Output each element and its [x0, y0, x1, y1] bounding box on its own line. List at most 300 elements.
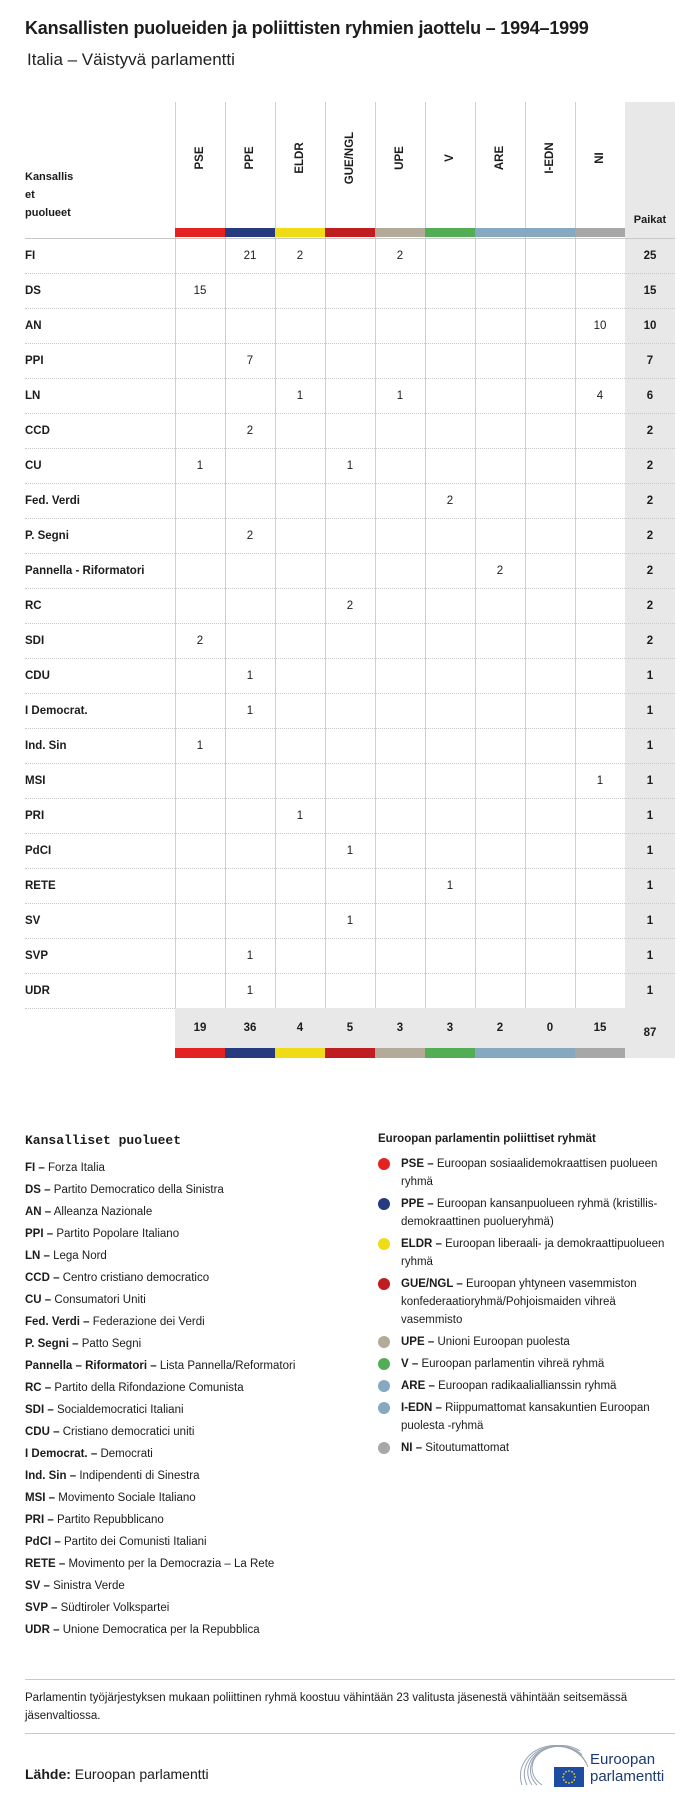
seat-cell [225, 869, 275, 904]
seat-cell [525, 554, 575, 589]
table-row [25, 834, 675, 869]
seat-cell [275, 484, 325, 519]
group-column-label: V [444, 154, 456, 162]
party-name: Pannella - Riformatori [25, 565, 145, 577]
group-color-stripe [475, 228, 525, 237]
row-total: 2 [646, 425, 654, 437]
seat-cell [325, 624, 375, 659]
seat-cell [575, 274, 625, 309]
seat-cell: 2 [346, 600, 354, 612]
party-name: AN [25, 320, 42, 332]
seat-cell: 2 [246, 425, 254, 437]
seat-cell [275, 974, 325, 1009]
seat-cell [425, 344, 475, 379]
table-row [25, 484, 675, 519]
group-legend-item [378, 1155, 678, 1191]
seat-cell [425, 519, 475, 554]
group-column-header [425, 102, 475, 228]
table-row [25, 904, 675, 939]
group-column-label: GUE/NGL [344, 131, 356, 185]
seat-cell [325, 939, 375, 974]
table-row [25, 309, 675, 344]
seat-cell [575, 834, 625, 869]
party-full-name: Partito della Rifondazione Comunista [54, 1382, 244, 1394]
group-legend-item [378, 1195, 678, 1231]
seat-cell [475, 869, 525, 904]
group-total: 4 [296, 1022, 304, 1034]
color-dot-icon [378, 1198, 390, 1210]
row-total: 1 [646, 985, 654, 997]
logo-wordmark [590, 1751, 664, 1785]
seat-cell [325, 274, 375, 309]
seat-cell [425, 624, 475, 659]
group-column-label: PSE [194, 146, 206, 170]
legend-item [25, 1355, 355, 1377]
party-full-name: Partito Popolare Italiano [56, 1228, 180, 1240]
seat-cell [275, 869, 325, 904]
group-legend-item [378, 1235, 678, 1271]
group-legend-item [378, 1377, 678, 1395]
group-abbreviation: UPE – [401, 1336, 435, 1348]
seat-cell [575, 869, 625, 904]
group-column-header [525, 102, 575, 228]
party-abbreviation: CU – [25, 1294, 52, 1306]
party-abbreviation: CCD – [25, 1272, 60, 1284]
row-total: 1 [646, 915, 654, 927]
seat-cell: 10 [593, 320, 607, 332]
party-abbreviation: PdCI – [25, 1536, 61, 1548]
logo-line: Euroopan [590, 1751, 656, 1768]
seat-cell [475, 904, 525, 939]
party-name: DS [25, 285, 41, 297]
party-name: CDU [25, 670, 50, 682]
row-total: 1 [646, 705, 654, 717]
table-row [25, 729, 675, 764]
seat-cell [225, 449, 275, 484]
seat-cell [575, 239, 625, 274]
seat-cell [525, 694, 575, 729]
seat-cell [575, 449, 625, 484]
group-abbreviation: NI – [401, 1442, 423, 1454]
seat-cell: 1 [446, 880, 454, 892]
seat-cell [325, 799, 375, 834]
table-row [25, 239, 675, 274]
seat-cell [225, 799, 275, 834]
total-header: Paikat [633, 214, 667, 226]
seat-cell [325, 309, 375, 344]
row-total: 15 [643, 285, 657, 297]
legend-item [25, 1377, 355, 1399]
legend-item [25, 1311, 355, 1333]
party-name: RC [25, 600, 42, 612]
group-full-name: Euroopan parlamentin vihreä ryhmä [421, 1358, 605, 1370]
table-row [25, 939, 675, 974]
seat-cell [225, 589, 275, 624]
legend-item [25, 1179, 355, 1201]
row-header-label [25, 168, 105, 222]
seat-cell [475, 624, 525, 659]
seat-cell: 4 [596, 390, 604, 402]
seat-cell: 1 [246, 985, 254, 997]
seat-cell [275, 764, 325, 799]
seat-cell [525, 799, 575, 834]
party-abbreviation: Ind. Sin – [25, 1470, 77, 1482]
seat-cell [175, 939, 225, 974]
seat-cell [525, 834, 575, 869]
color-dot-icon [378, 1442, 390, 1454]
seat-cell: 2 [246, 530, 254, 542]
seat-cell [425, 974, 475, 1009]
legend-item [25, 1575, 355, 1597]
party-full-name: Partito Democratico della Sinistra [53, 1184, 224, 1196]
color-dot-icon [378, 1158, 390, 1170]
seat-cell [175, 764, 225, 799]
seat-cell [225, 729, 275, 764]
group-abbreviation: I-EDN – [401, 1402, 442, 1414]
party-abbreviation: I Democrat. – [25, 1448, 98, 1460]
group-full-name: Euroopan kansanpuolueen ryhmä (kristillis-demokraattinen puolueryhmä) [401, 1198, 658, 1228]
political-groups-legend [378, 1133, 678, 1461]
row-total: 1 [646, 810, 654, 822]
group-color-stripe [325, 1048, 375, 1058]
group-total: 0 [546, 1022, 554, 1034]
national-legend-heading: Kansalliset puolueet [25, 1133, 182, 1148]
party-abbreviation: RETE – [25, 1558, 66, 1570]
party-abbreviation: SDI – [25, 1404, 54, 1416]
row-total: 2 [646, 495, 654, 507]
legend-item [25, 1201, 355, 1223]
seat-cell [425, 309, 475, 344]
seat-cell [575, 799, 625, 834]
group-column-label: PPE [244, 146, 256, 170]
group-total: 15 [593, 1022, 607, 1034]
party-full-name: Unione Democratica per la Repubblica [62, 1624, 260, 1636]
seat-cell: 2 [446, 495, 454, 507]
seat-cell [375, 694, 425, 729]
group-total: 3 [396, 1022, 404, 1034]
party-name: SV [25, 915, 41, 927]
row-header-line: Kansallis [25, 171, 74, 183]
seat-cell [475, 589, 525, 624]
seat-cell [475, 309, 525, 344]
table-row [25, 379, 675, 414]
flag-star-icon [565, 1781, 567, 1783]
seat-cell: 1 [296, 810, 304, 822]
seat-cell [575, 589, 625, 624]
seat-cell [475, 484, 525, 519]
party-name: FI [25, 250, 36, 262]
seat-cell [325, 519, 375, 554]
seat-cell [425, 239, 475, 274]
seat-cell: 1 [596, 775, 604, 787]
seat-cell [325, 414, 375, 449]
flag-star-icon [573, 1773, 575, 1775]
party-name: SDI [25, 635, 45, 647]
party-abbreviation: Fed. Verdi – [25, 1316, 90, 1328]
legend-item [25, 1443, 355, 1465]
legend-item [25, 1421, 355, 1443]
row-header-line: et [25, 189, 35, 201]
flag-star-icon [571, 1771, 573, 1773]
seat-cell: 1 [246, 705, 254, 717]
party-name: CCD [25, 425, 50, 437]
party-full-name: Federazione dei Verdi [92, 1316, 205, 1328]
party-full-name: Partito Repubblicano [56, 1514, 164, 1526]
legend-item [25, 1399, 355, 1421]
group-color-stripe [575, 228, 625, 237]
group-color-stripe [375, 228, 425, 237]
seat-cell [175, 589, 225, 624]
group-column-header [475, 102, 525, 228]
seat-cell [475, 344, 525, 379]
group-total: 19 [193, 1022, 207, 1034]
seat-cell [375, 974, 425, 1009]
row-total: 2 [646, 530, 654, 542]
seat-cell [425, 449, 475, 484]
group-abbreviation: PSE – [401, 1158, 434, 1170]
seat-cell [575, 484, 625, 519]
seat-cell [575, 904, 625, 939]
table-row [25, 624, 675, 659]
flag-star-icon [562, 1776, 564, 1778]
seat-cell [375, 519, 425, 554]
group-color-stripe [525, 228, 575, 237]
seat-cell [375, 274, 425, 309]
party-name: I Democrat. [25, 705, 88, 717]
color-dot-icon [378, 1278, 390, 1290]
party-abbreviation: P. Segni – [25, 1338, 79, 1350]
seat-cell [275, 554, 325, 589]
seat-cell [325, 869, 375, 904]
group-total: 2 [496, 1022, 504, 1034]
group-total: 3 [446, 1022, 454, 1034]
party-full-name: Democrati [100, 1448, 153, 1460]
party-full-name: Südtiroler Volkspartei [60, 1602, 170, 1614]
seat-cell [175, 694, 225, 729]
table-row [25, 519, 675, 554]
seat-cell [275, 414, 325, 449]
party-abbreviation: Pannella – Riformatori – [25, 1360, 157, 1372]
party-name: UDR [25, 985, 50, 997]
seat-cell: 1 [346, 845, 354, 857]
row-total: 10 [643, 320, 657, 332]
table-row [25, 344, 675, 379]
party-name: CU [25, 460, 42, 472]
seat-cell [325, 554, 375, 589]
party-full-name: Forza Italia [48, 1162, 105, 1174]
seat-cell [175, 379, 225, 414]
group-full-name: Euroopan liberaali- ja demokraattipuolueen ryhmä [401, 1238, 665, 1268]
group-legend-item [378, 1399, 678, 1435]
logo-line: parlamentti [590, 1768, 665, 1785]
seat-cell: 1 [396, 390, 404, 402]
page-title: Kansallisten puolueiden ja poliittisten ryhmien jaottelu – 1994–1999 [25, 18, 589, 38]
group-color-stripe [425, 1048, 475, 1058]
seat-cell [225, 764, 275, 799]
seat-cell [425, 554, 475, 589]
group-full-name: Unioni Euroopan puolesta [437, 1336, 570, 1348]
group-column-header [325, 102, 375, 228]
seat-cell [325, 694, 375, 729]
seat-cell [525, 904, 575, 939]
party-full-name: Alleanza Nazionale [53, 1206, 153, 1218]
eu-flag-icon [554, 1767, 584, 1787]
party-name: P. Segni [25, 530, 69, 542]
group-legend-item [378, 1439, 678, 1457]
group-total: 5 [346, 1022, 354, 1034]
seat-cell [525, 729, 575, 764]
row-header-line: puolueet [25, 207, 71, 219]
legend-item [25, 1465, 355, 1487]
color-dot-icon [378, 1336, 390, 1348]
source-value: Euroopan parlamentti [74, 1766, 209, 1782]
seat-cell [425, 764, 475, 799]
seat-cell [375, 344, 425, 379]
group-color-stripe [425, 228, 475, 237]
seat-cell [525, 764, 575, 799]
national-parties-legend [25, 1133, 355, 1641]
party-full-name: Cristiano democratici uniti [62, 1426, 195, 1438]
group-column-header [175, 102, 225, 228]
seat-cell [425, 274, 475, 309]
flag-star-icon [571, 1781, 573, 1783]
party-abbreviation: PRI – [25, 1514, 54, 1526]
row-total: 2 [646, 600, 654, 612]
seat-cell [275, 309, 325, 344]
seat-cell [575, 624, 625, 659]
group-abbreviation: V – [401, 1358, 419, 1370]
legend-item [25, 1619, 355, 1641]
seat-cell [475, 519, 525, 554]
seat-cell [225, 624, 275, 659]
group-color-stripe [175, 228, 225, 237]
color-dot-icon [378, 1358, 390, 1370]
party-abbreviation: FI – [25, 1162, 45, 1174]
seat-cell [475, 939, 525, 974]
seat-cell [225, 484, 275, 519]
table-row [25, 799, 675, 834]
seat-cell [575, 974, 625, 1009]
divider [25, 1733, 675, 1734]
party-full-name: Centro cristiano democratico [62, 1272, 210, 1284]
seat-cell [275, 274, 325, 309]
seat-cell [375, 414, 425, 449]
seat-cell: 1 [246, 670, 254, 682]
table-row [25, 659, 675, 694]
source-line [25, 1766, 209, 1782]
group-column-label: NI [594, 152, 606, 164]
seat-cell [175, 344, 225, 379]
seat-cell [475, 764, 525, 799]
seat-cell [175, 799, 225, 834]
party-name: MSI [25, 775, 46, 787]
row-total: 1 [646, 880, 654, 892]
seat-cell [225, 834, 275, 869]
table-row [25, 274, 675, 309]
seat-cell [175, 554, 225, 589]
group-color-stripe [525, 1048, 575, 1058]
seat-cell [525, 869, 575, 904]
seat-cell: 2 [196, 635, 204, 647]
seat-cell [225, 274, 275, 309]
seat-cell: 7 [246, 355, 254, 367]
row-total: 1 [646, 845, 654, 857]
group-full-name: Sitoutumattomat [425, 1442, 510, 1454]
seat-cell [375, 834, 425, 869]
group-column-header [275, 102, 325, 228]
row-total: 1 [646, 670, 654, 682]
group-legend-item [378, 1275, 678, 1329]
seat-cell [375, 729, 425, 764]
party-name: Fed. Verdi [25, 495, 80, 507]
color-dot-icon [378, 1238, 390, 1250]
seat-cell [375, 939, 425, 974]
group-column-label: ELDR [294, 142, 306, 174]
seat-cell [175, 309, 225, 344]
group-full-name: Euroopan radikaaliallianssin ryhmä [438, 1380, 617, 1392]
seat-cell [175, 834, 225, 869]
seat-cell [525, 939, 575, 974]
group-color-stripe [475, 1048, 525, 1058]
seat-cell [325, 729, 375, 764]
flag-star-icon [565, 1771, 567, 1773]
seat-cell [475, 414, 525, 449]
table-row [25, 869, 675, 904]
seat-cell [175, 904, 225, 939]
party-name: SVP [25, 950, 49, 962]
party-full-name: Partito dei Comunisti Italiani [64, 1536, 207, 1548]
seat-cell [525, 484, 575, 519]
seat-cell [275, 449, 325, 484]
party-full-name: Indipendenti di Sinestra [79, 1470, 200, 1482]
seat-cell [225, 554, 275, 589]
seat-cell: 1 [196, 460, 204, 472]
party-abbreviation: LN – [25, 1250, 50, 1262]
seat-cell [375, 764, 425, 799]
seat-cell [275, 344, 325, 379]
seat-cell [375, 624, 425, 659]
group-column-header [375, 102, 425, 228]
row-total: 1 [646, 950, 654, 962]
group-abbreviation: ELDR – [401, 1238, 442, 1250]
seat-cell [375, 904, 425, 939]
seat-cell [575, 939, 625, 974]
party-abbreviation: AN – [25, 1206, 52, 1218]
flag-star-icon [568, 1770, 570, 1772]
group-legend-item [378, 1333, 678, 1351]
seat-cell [425, 799, 475, 834]
table-header [25, 102, 675, 238]
seat-cell [525, 309, 575, 344]
row-total: 2 [646, 460, 654, 472]
seat-cell [425, 414, 475, 449]
group-column-header [575, 102, 625, 228]
flag-star-icon [573, 1779, 575, 1781]
seat-cell [575, 414, 625, 449]
party-abbreviation: UDR – [25, 1624, 60, 1636]
seat-cell [275, 519, 325, 554]
group-color-stripe [325, 228, 375, 237]
party-abbreviation: PPI – [25, 1228, 54, 1240]
table-row [25, 974, 675, 1009]
seat-cell [325, 764, 375, 799]
seat-cell [325, 659, 375, 694]
seat-cell [425, 904, 475, 939]
group-full-name: Riippumattomat kansakuntien Euroopan puolesta -ryhmä [401, 1402, 650, 1432]
seat-cell [525, 344, 575, 379]
color-dot-icon [378, 1380, 390, 1392]
legend-item [25, 1157, 355, 1179]
